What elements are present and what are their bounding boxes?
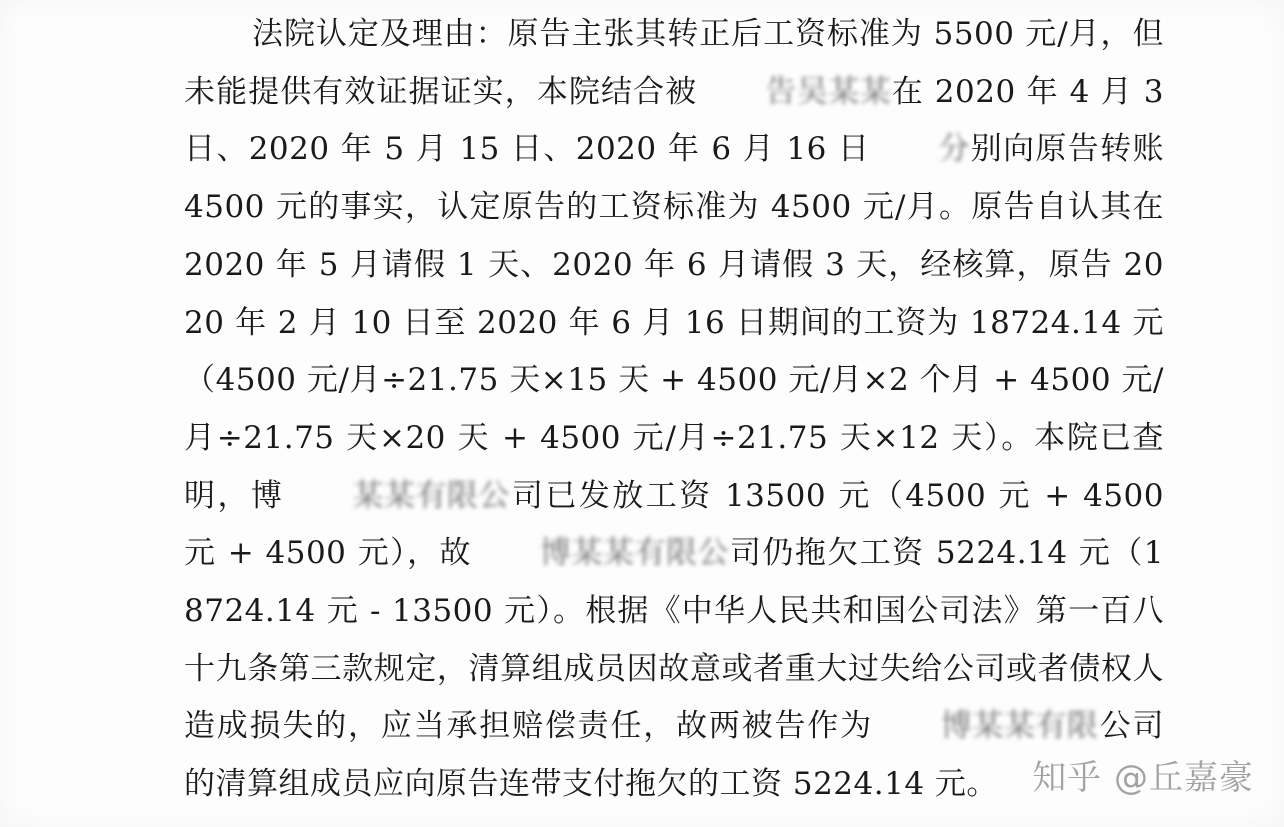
text-segment: 公司的清算组成员应向原告连带支付拖欠的工资 5224.14 元。 [184,708,1164,803]
text-segment: 别向原告转账 4500 元的事实，认定原告的工资标准为 4500 元/月。原告自认其在 2020 年 5 月请假 1 天、2020 年 6 月请假 3 天，经核算，原告 2020 年 2 月 10 日至 2020 年 6 月 16 日期间的工资为 18724.14 元（4500 元/月÷21.75 天×15 天 + 4500 元/月×2 个月 + 4500 元/月÷21.75 天×20 天 + 4500 元/月÷21.75 天×12 天）。本院已查明，博 [184,131,1164,514]
redacted-text: 某某有限公 [352,477,510,514]
text-segment: 司已发放工资 13500 元（4500 元 + 4500 元 + 4500 元），故 [184,477,1164,572]
redacted-text: 告吴某某 [765,73,892,110]
redacted-text: 分 [938,131,970,168]
text-segment: 司仍拖欠工资 5224.14 元（18724.14 元 - 13500 元）。根据《中华人民共和国公司法》第一百八十九条第三款规定，清算组成员因故意或者重大过失给公司或者债权人造成损失的，应当承担赔偿责任，故两被告作为 [184,535,1164,745]
zhihu-watermark: 知乎 @丘嘉豪 [1032,758,1254,798]
text-segment: 法院认定及理由：原告主张其转正后工资标准为 5500 元/月，但未能提供有效证据证实，本院结合被 [184,16,1164,110]
text-segment: 在 2020 年 4 月 3 日、2020 年 5 月 15 日、2020 年 6 月 16 日 [184,73,1165,168]
redacted-text: 博某某有限公 [539,535,729,572]
judgment-paragraph [184,6,1164,814]
redacted-text: 博某某有限 [940,708,1099,745]
